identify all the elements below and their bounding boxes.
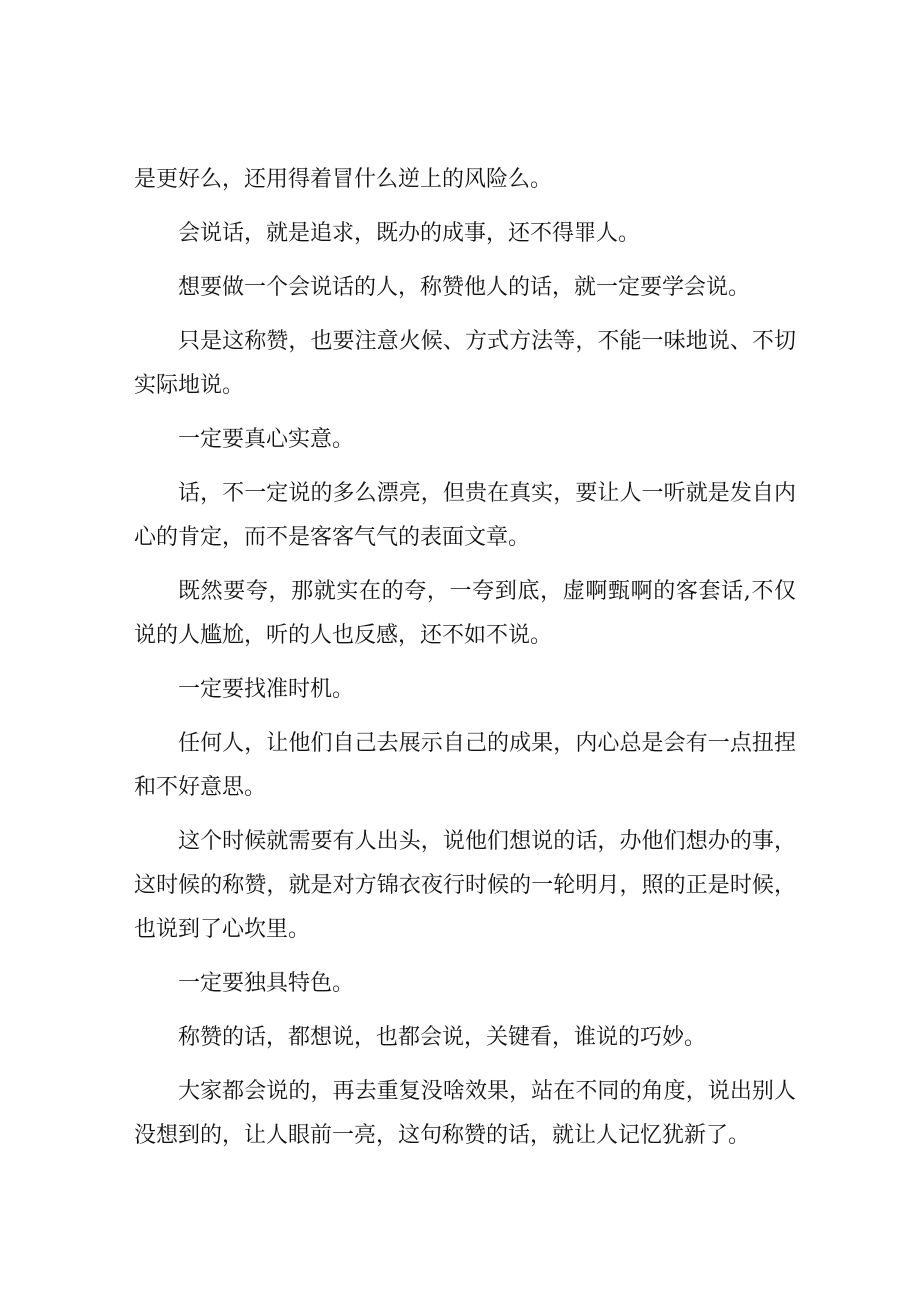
section-heading: 一定要独具特色。 [178,971,355,996]
paragraph: 称赞的话，都想说，也都会说，关键看，谁说的巧妙。 [178,1025,707,1050]
section-heading: 一定要找准时机。 [178,677,355,702]
paragraph: 大家都会说的，再去重复没啥效果，站在不同的角度，说出别人没想到的，让人眼前一亮，这句称赞的话，就让人记忆犹新了。 [134,1079,796,1148]
paragraph: 想要做一个会说话的人，称赞他人的话，就一定要学会说。 [178,275,751,300]
paragraph: 是更好么，还用得着冒什么逆上的风险么。 [134,167,553,192]
paragraph: 既然要夸，那就实在的夸，一夸到底，虚啊甄啊的客套话,不仅说的人尴尬，听的人也反感，还不如不说。 [134,579,796,648]
paragraph: 只是这称赞，也要注意火候、方式方法等，不能一味地说、不切实际地说。 [134,329,796,398]
section-heading: 一定要真心实意。 [178,427,355,452]
article-body [134,158,796,1168]
paragraph: 话，不一定说的多么漂亮，但贵在真实，要让人一听就是发自内心的肯定，而不是客客气气的表面文章。 [134,481,796,550]
paragraph: 会说话，就是追求，既办的成事，还不得罪人。 [178,221,641,246]
paragraph: 任何人，让他们自己去展示自己的成果，内心总是会有一点扭捏和不好意思。 [134,731,796,800]
paragraph: 这个时候就需要有人出头，说他们想说的话，办他们想办的事，这时候的称赞，就是对方锦衣夜行时候的一轮明月，照的正是时候，也说到了心坎里。 [134,829,796,942]
